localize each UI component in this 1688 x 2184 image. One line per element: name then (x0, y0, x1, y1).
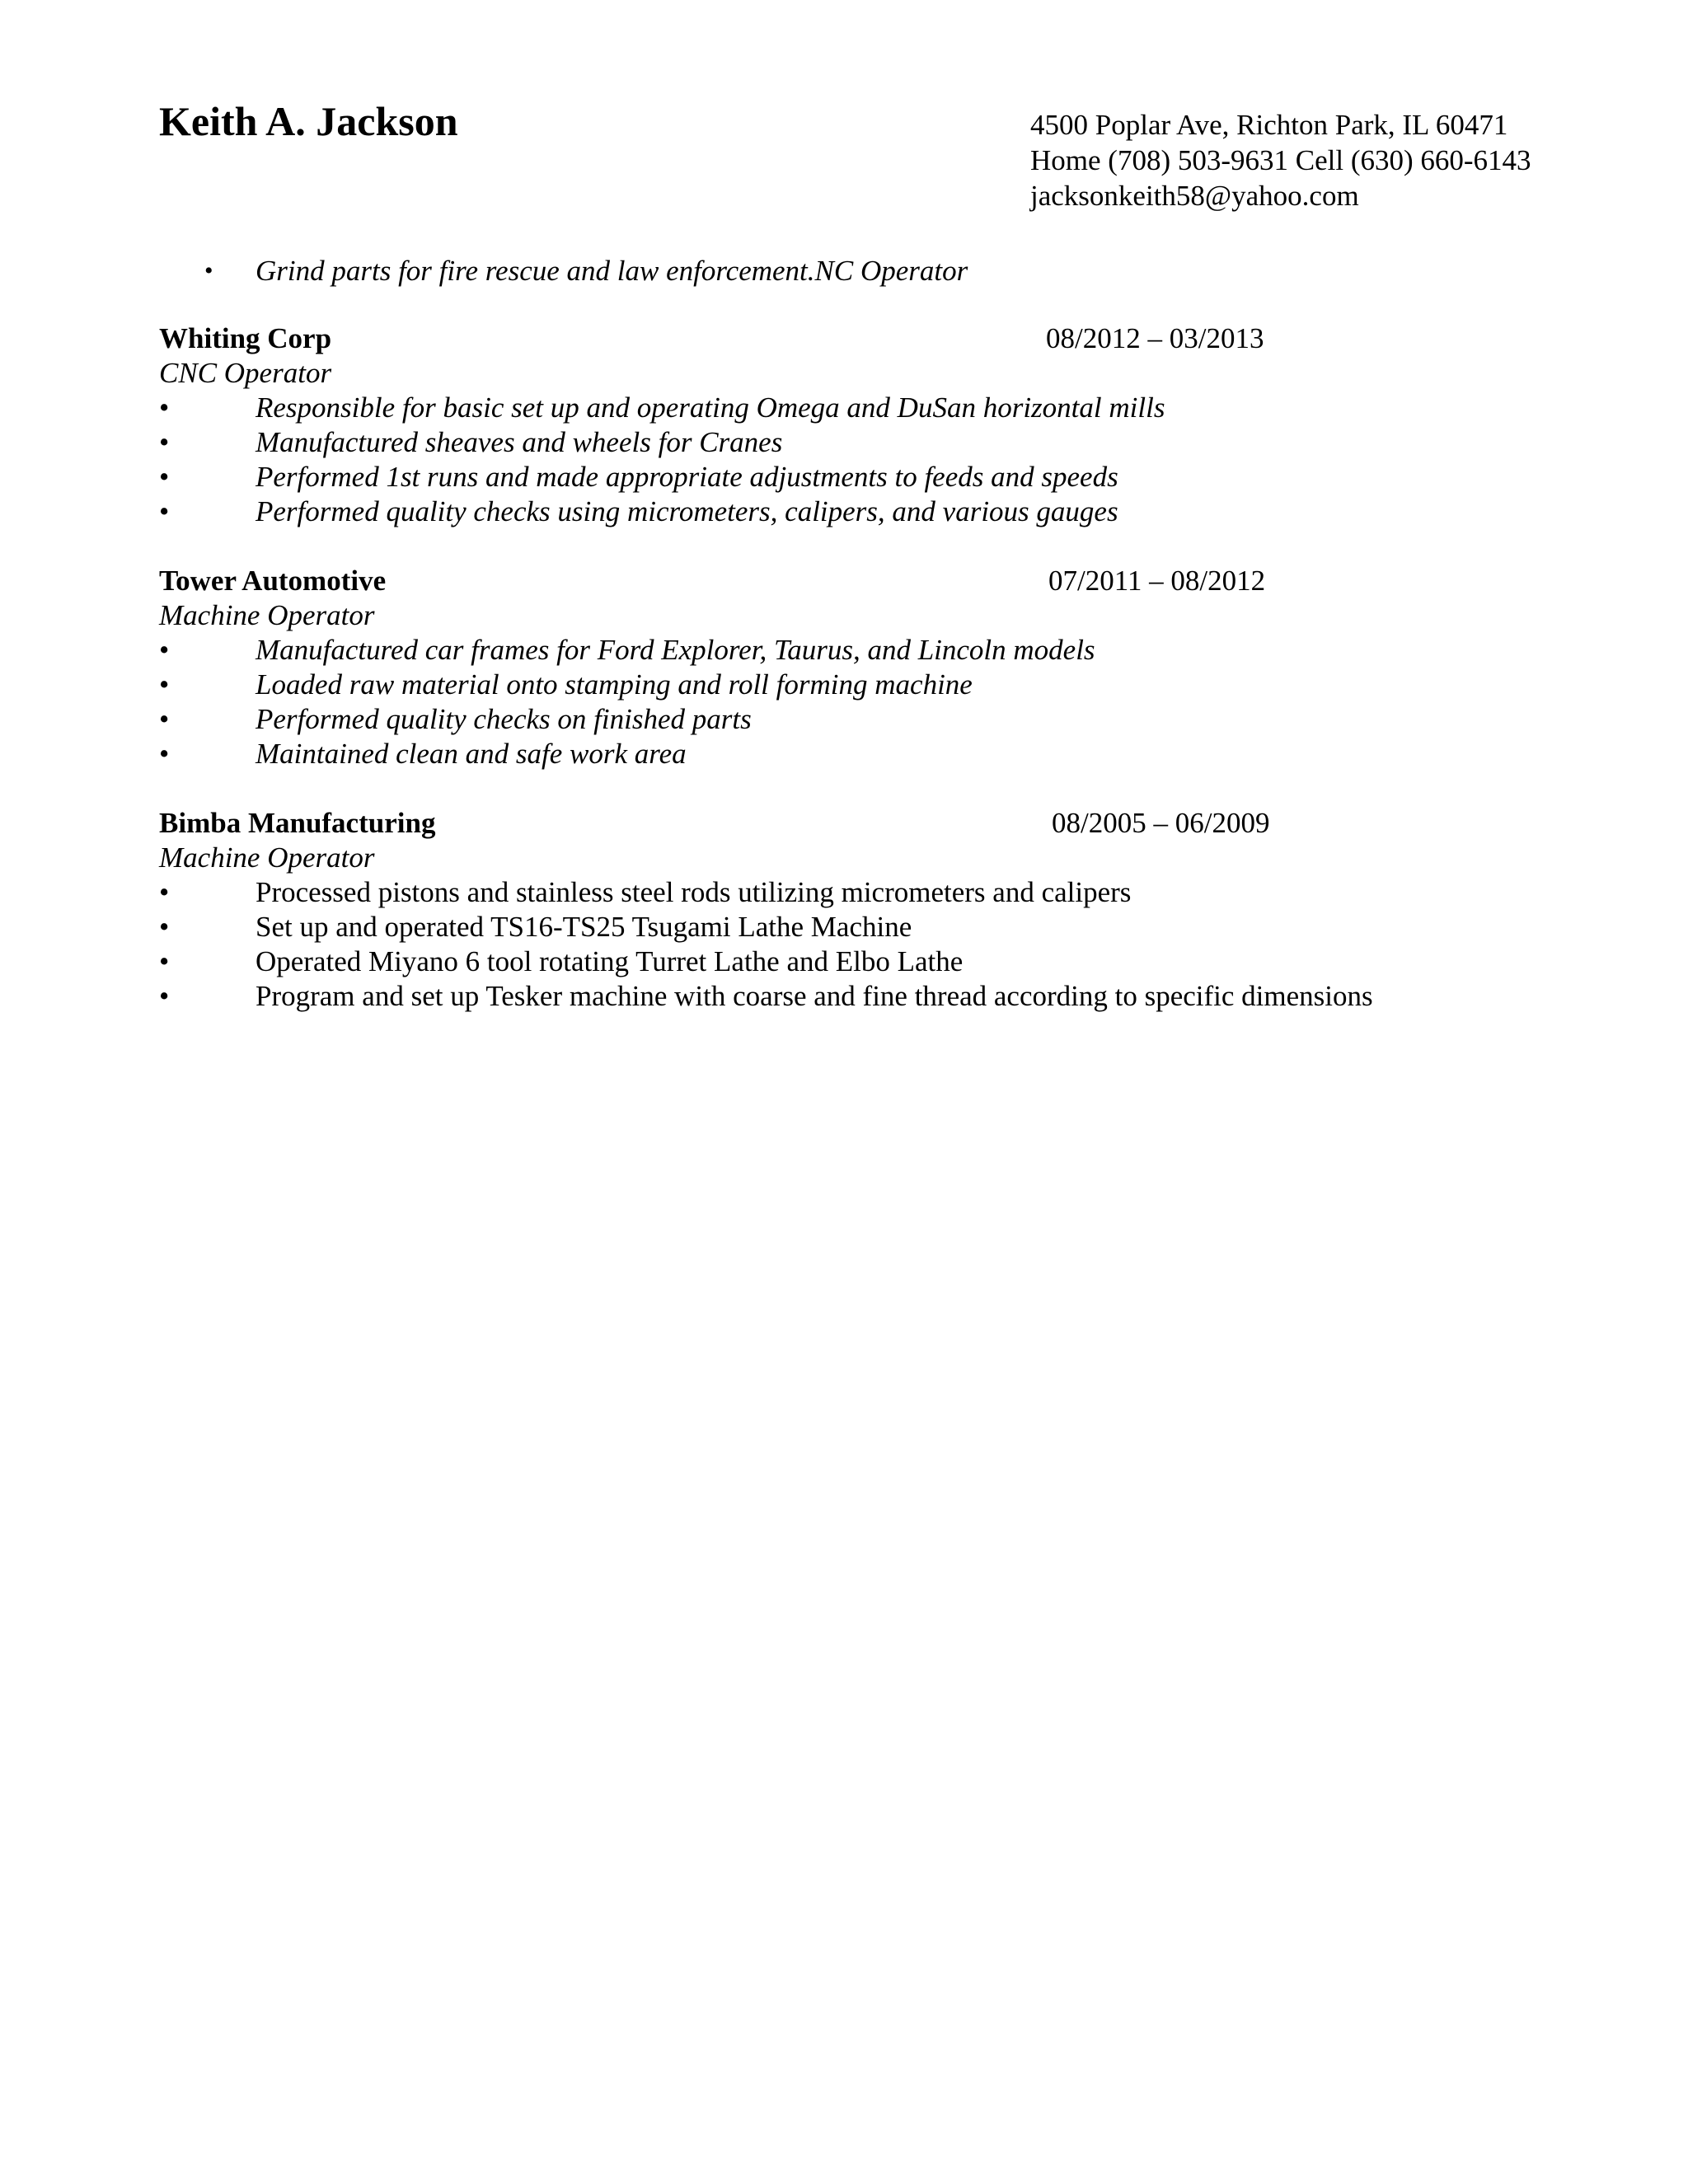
bullet-marker: • (159, 738, 170, 770)
duty-text: Maintained clean and safe work area (256, 738, 687, 770)
employment-dates: 07/2011 – 08/2012 (1048, 565, 1266, 597)
job-title: CNC Operator (159, 357, 332, 389)
address: 4500 Poplar Ave, Richton Park, IL 60471 (1030, 109, 1508, 141)
duty-text: Processed pistons and stainless steel rods utilizing micrometers and calipers (256, 876, 1132, 908)
carryover-bullet-text: Grind parts for fire rescue and law enforcement.NC Operator (256, 255, 968, 287)
bullet-marker: • (159, 945, 170, 977)
employment-dates: 08/2012 – 03/2013 (1046, 322, 1264, 354)
bullet-marker: • (159, 391, 170, 424)
company-name: Whiting Corp (159, 322, 332, 354)
bullet-marker: • (159, 461, 170, 493)
bullet-marker: • (159, 911, 170, 943)
job-title: Machine Operator (159, 599, 375, 631)
duty-text: Operated Miyano 6 tool rotating Turret Lathe and Elbo Lathe (256, 945, 964, 977)
phone-numbers: Home (708) 503-9631 Cell (630) 660-6143 (1030, 144, 1531, 176)
duty-text: Program and set up Tesker machine with coarse and fine thread according to specific dimensions (256, 980, 1373, 1012)
applicant-name: Keith A. Jackson (159, 98, 458, 144)
duty-text: Set up and operated TS16-TS25 Tsugami Lathe Machine (256, 911, 912, 943)
duty-text: Loaded raw material onto stamping and roll forming machine (256, 668, 973, 701)
duty-text: Performed quality checks on finished parts (256, 703, 752, 735)
bullet-marker: • (159, 495, 170, 527)
bullet-marker: • (159, 876, 170, 908)
duty-text: Manufactured sheaves and wheels for Cranes (256, 426, 783, 458)
bullet-marker: • (159, 703, 170, 735)
bullet-marker: • (159, 634, 170, 666)
employment-dates: 08/2005 – 06/2009 (1052, 807, 1270, 839)
company-name: Tower Automotive (159, 565, 387, 597)
job-title: Machine Operator (159, 841, 375, 874)
company-name: Bimba Manufacturing (159, 807, 436, 839)
duty-text: Performed 1st runs and made appropriate adjustments to feeds and speeds (256, 461, 1118, 493)
bullet-marker: • (159, 980, 170, 1012)
bullet-marker: • (204, 257, 213, 284)
contact-block (1030, 107, 1531, 213)
bullet-marker: • (159, 668, 170, 701)
duty-text: Manufactured car frames for Ford Explorer, Taurus, and Lincoln models (256, 634, 1095, 666)
duty-text: Responsible for basic set up and operating Omega and DuSan horizontal mills (256, 391, 1165, 424)
bullet-marker: • (159, 426, 170, 458)
duty-text: Performed quality checks using micrometers, calipers, and various gauges (256, 495, 1118, 527)
email-address: jacksonkeith58@yahoo.com (1030, 180, 1359, 212)
